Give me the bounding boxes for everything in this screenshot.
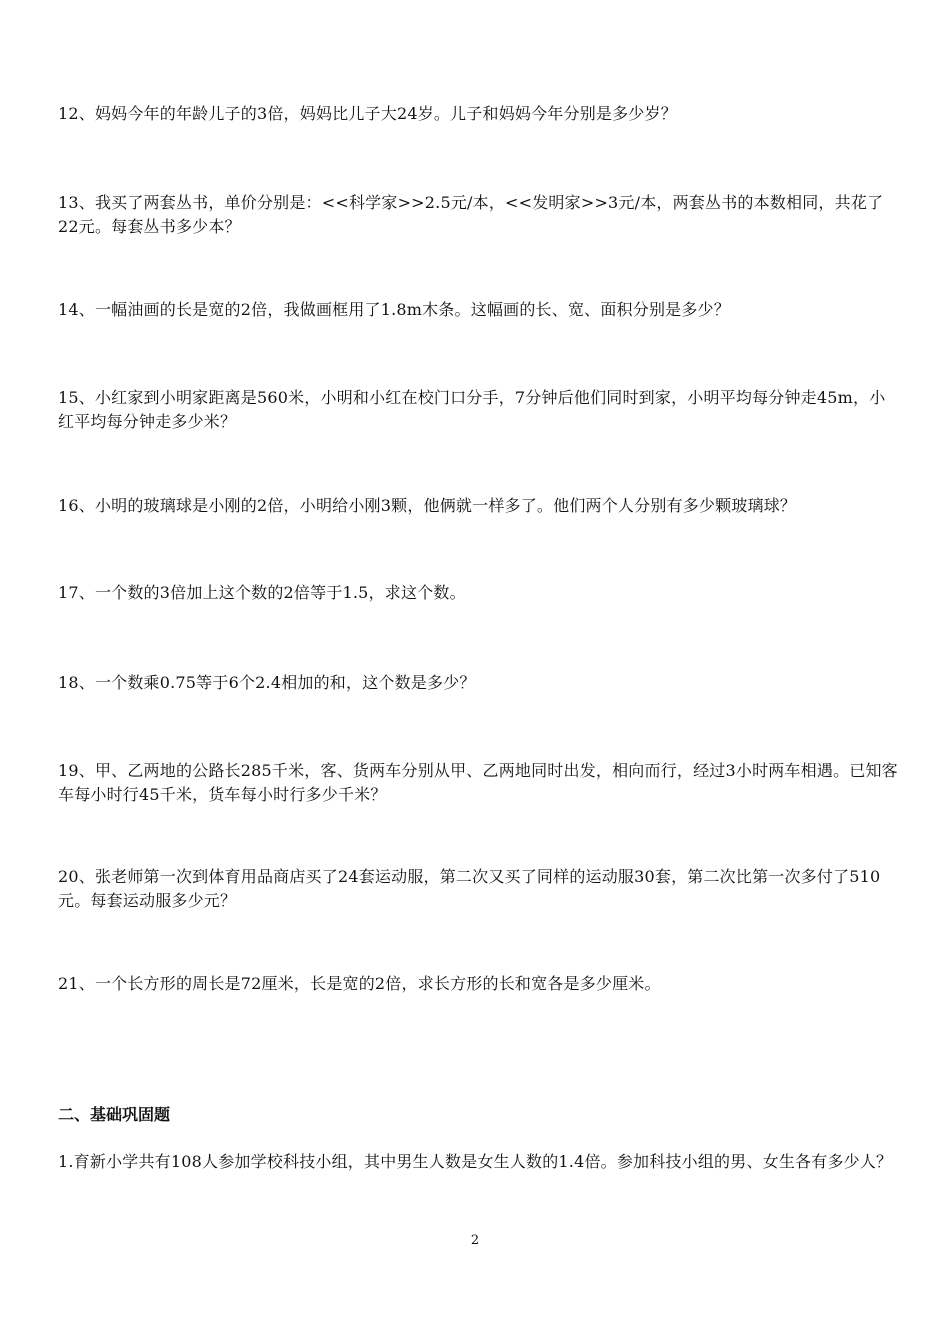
question-14: 14、一幅油画的长是宽的2倍，我做画框用了1.8m木条。这幅画的长、宽、面积分别是多少？ [58,300,730,319]
question-21: 21、一个长方形的周长是72厘米，长是宽的2倍，求长方形的长和宽各是多少厘米。 [58,974,661,993]
question-17: 17、一个数的3倍加上这个数的2倍等于1.5，求这个数。 [58,583,466,602]
section-heading: 二、基础巩固题 [58,1105,171,1124]
question-19: 19、甲、乙两地的公路长285千米，客、货两车分别从甲、乙两地同时出发，相向而行，经过3小时两车相遇。已知客车每小时行45千米，货车每小时行多少千米？ [58,761,898,804]
question-18: 18、一个数乘0.75等于6个2.4相加的和，这个数是多少？ [58,673,476,692]
page-number: 2 [470,1233,480,1248]
question-20: 20、张老师第一次到体育用品商店买了24套运动服，第二次又买了同样的运动服30套，第二次比第一次多付了510元。每套运动服多少元？ [58,867,881,910]
question-15: 15、小红家到小明家距离是560米，小明和小红在校门口分手，7分钟后他们同时到家，小明平均每分钟走45m，小红平均每分钟走多少米？ [58,388,886,431]
section-question-1: 1.育新小学共有108人参加学校科技小组，其中男生人数是女生人数的1.4倍。参加科技小组的男、女生各有多少人？ [58,1152,893,1171]
question-13: 13、我买了两套丛书，单价分别是：<<科学家>>2.5元/本，<<发明家>>3元/本，两套丛书的本数相同，共花了22元。每套丛书多少本？ [58,193,884,236]
question-16: 16、小明的玻璃球是小刚的2倍，小明给小刚3颗，他俩就一样多了。他们两个人分别有多少颗玻璃球？ [58,496,797,515]
question-12: 12、妈妈今年的年龄儿子的3倍，妈妈比儿子大24岁。儿子和妈妈今年分别是多少岁？ [58,104,677,123]
